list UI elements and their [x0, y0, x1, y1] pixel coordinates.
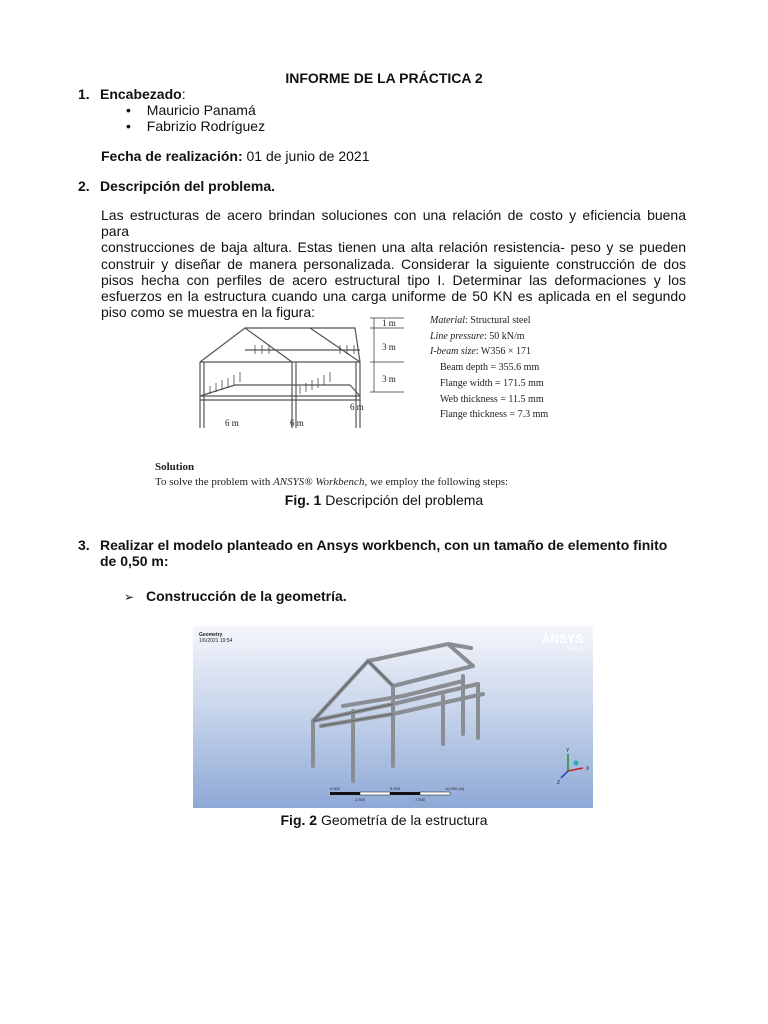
paragraph-line: piso como se muestra en la figura:: [101, 304, 315, 321]
bullet-icon: •: [126, 118, 131, 134]
author-item: [126, 102, 256, 118]
scale-tick: 7,500: [415, 797, 426, 802]
scale-bar: [330, 792, 450, 795]
problem-paragraph: [101, 207, 686, 320]
dim-label: 1 m: [382, 318, 396, 328]
section-title: Descripción del problema.: [100, 178, 276, 194]
note-line: [430, 313, 548, 329]
note-line: [430, 344, 548, 360]
paragraph-line: pisos hecha con perfiles de acero estructural tipo I. Determinar las deformaciones y los: [101, 271, 686, 288]
scale-tick: 2,500: [355, 797, 366, 802]
arrow-bullet-icon: ➢: [124, 590, 135, 604]
caption-label: Fig. 2: [280, 812, 318, 828]
solution-text-part: , we employ the following steps:: [364, 476, 509, 488]
section-number: 2.: [78, 178, 90, 194]
caption-text: Geometría de la estructura: [317, 812, 488, 828]
note-line: Web thickness = 11.5 mm: [440, 393, 544, 405]
solution-title: Solution: [155, 461, 195, 473]
dim-label: 6 m: [350, 402, 364, 412]
caption-text: Descripción del problema: [321, 492, 484, 508]
scale-tick: 10,000 (m): [445, 786, 465, 791]
dim-label: 3 m: [382, 342, 396, 352]
subheading-text: Construcción de la geometría.: [145, 588, 347, 604]
heading-colon: :: [181, 86, 186, 102]
version-text: R18.0: [566, 647, 583, 653]
axis-label: Y: [566, 748, 570, 754]
logo-text: ANSYS: [541, 632, 583, 646]
figure-2-caption: [0, 812, 768, 828]
solution-block: [155, 460, 508, 490]
geometry-subheading: [124, 588, 347, 604]
geometry-date: 1/6/2021 19:54: [199, 638, 233, 644]
frame-structure-figure: [190, 310, 420, 430]
note-line: Flange thickness = 7.3 mm: [440, 409, 549, 421]
note-value: : Structural steel: [465, 315, 531, 326]
date-line: [101, 148, 370, 164]
note-value: : 50 kN/m: [483, 330, 525, 342]
section-2-heading: [78, 178, 275, 194]
scale-tick: 0,000: [330, 786, 341, 791]
dim-label: 6 m: [225, 418, 239, 428]
section-number: 1.: [78, 86, 90, 102]
page-title: INFORME DE LA PRÁCTICA 2: [285, 70, 483, 86]
material-notes: [430, 313, 548, 423]
frame-3d-model: [193, 626, 593, 808]
note-label: Line pressure: [430, 330, 484, 342]
axis-label: Z: [557, 780, 561, 786]
paragraph-line: Las estructuras de acero brindan soluciones con una relación de costo y eficiencia buena para: [101, 207, 686, 240]
note-label: I-beam size: [430, 346, 476, 358]
scale-tick: 5,000: [390, 786, 401, 791]
section-title: Encabezado: [100, 86, 182, 102]
note-value: : W356 × 171: [475, 346, 532, 358]
caption-label: Fig. 1: [284, 492, 322, 508]
section-number: 3.: [78, 537, 90, 553]
section-3-heading: [78, 537, 698, 569]
figure-1-caption: [0, 492, 768, 508]
author-name: Fabrizio Rodríguez: [146, 118, 266, 134]
solution-text: [155, 475, 508, 490]
solution-text-part: To solve the problem with: [155, 476, 274, 488]
bullet-icon: •: [126, 102, 131, 118]
ansys-geometry-figure: [193, 626, 593, 808]
software-name: ANSYS® Workbench: [273, 476, 365, 488]
section-title-cont: de 0,50 m:: [100, 553, 169, 569]
author-name: Mauricio Panamá: [146, 102, 256, 118]
date-label: Fecha de realización:: [101, 148, 243, 164]
axis-label: X: [586, 766, 590, 772]
note-line: Flange width = 171.5 mm: [440, 377, 544, 389]
note-line: Beam depth = 355.6 mm: [440, 362, 540, 374]
section-title: Realizar el modelo planteado en Ansys workbench, con un tamaño de elemento finito: [100, 537, 668, 553]
section-1-heading: [78, 86, 186, 102]
dim-label: 6 m: [290, 418, 304, 428]
author-item: [126, 118, 265, 134]
note-line: [430, 329, 548, 345]
note-label: Material: [430, 315, 465, 326]
geometry-title: Geometry: [199, 632, 223, 638]
dim-label: 3 m: [382, 374, 396, 384]
date-value: 01 de junio de 2021: [242, 148, 370, 164]
paragraph-line: esfuerzos en la estructura cuando una carga uniforme de 50 KN es aplicada en el segundo: [101, 288, 686, 305]
paragraph-line: construir y diseñar de manera personalizada. Considerar la siguiente construcción de dos: [101, 255, 686, 272]
paragraph-line: construcciones de baja altura. Estas tienen una alta relación resistencia- peso y se pueden: [101, 239, 686, 256]
axis-triad-icon: [561, 754, 583, 778]
